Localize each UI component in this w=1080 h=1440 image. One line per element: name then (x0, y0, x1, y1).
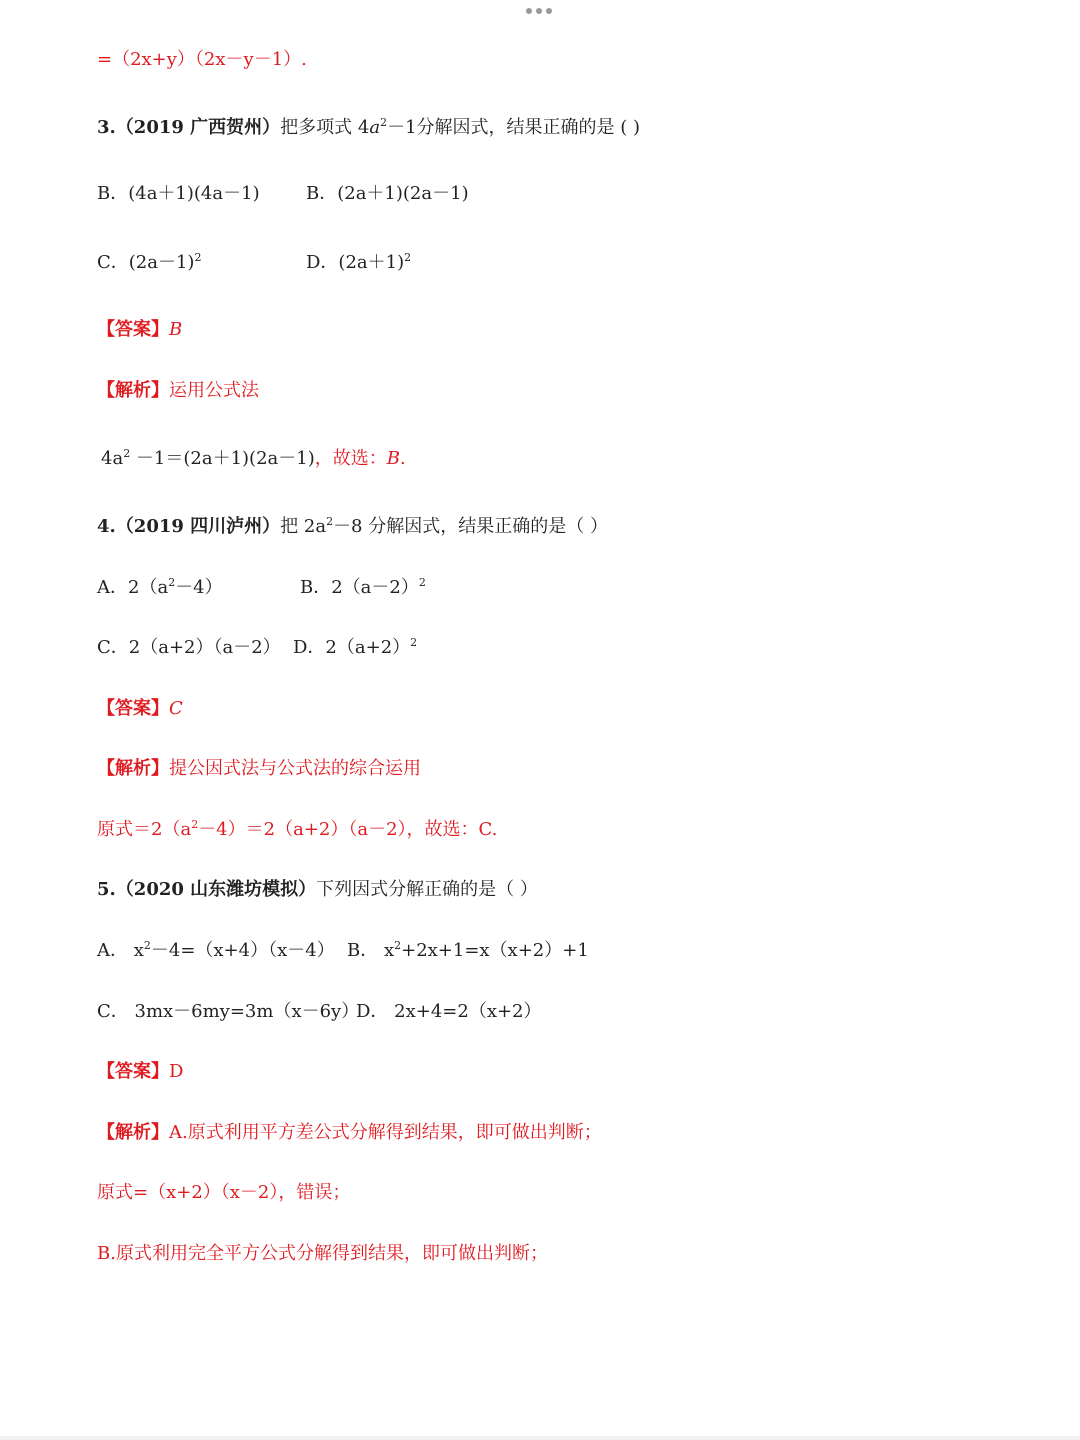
answer-label: 【答案】 (97, 698, 169, 719)
work-post: －1＝(2a＋1)(2a－1) (130, 448, 315, 469)
question-5-work: 原式=（x+2）（x－2），错误； (97, 1182, 351, 1203)
question-4-analysis (97, 757, 421, 781)
question-5-option-c: C． 3mx－6my=3m（x－6y） (97, 1001, 360, 1022)
option-b-exp: 2 (394, 939, 402, 952)
analysis-label: 【解析】 (97, 1122, 169, 1143)
analysis-text: A.原式利用平方差公式分解得到结果，即可做出判断； (169, 1122, 602, 1143)
question-3-text-pre: 把多项式 4 (280, 117, 370, 138)
question-4-work (97, 818, 497, 842)
page-bottom-edge (0, 1436, 1080, 1440)
question-3-option-d-exp: 2 (404, 251, 412, 264)
more-options-icon[interactable] (526, 8, 552, 14)
answer-label: 【答案】 (97, 319, 169, 340)
option-a-post: －4=（x+4）（x－4） (150, 940, 335, 961)
analysis-text: 提公因式法与公式法的综合运用 (169, 758, 421, 779)
question-3-stem (97, 116, 640, 140)
question-5-text: 下列因式分解正确的是（ ） (316, 879, 538, 900)
dot (526, 8, 532, 14)
question-3-text-post: －1分解因式，结果正确的是 ( ) (387, 117, 641, 138)
answer-value: C (169, 698, 183, 719)
question-3-var: a (369, 117, 381, 138)
work-answer: B. (386, 448, 406, 469)
question-3-option-d (306, 251, 411, 275)
option-b-exp: 2 (418, 576, 426, 589)
previous-solution-line: =（2x+y）（2x－y－1）. (97, 49, 307, 70)
question-5-option-b (347, 939, 589, 963)
work-exp: 2 (123, 447, 131, 460)
question-4-option-b (300, 576, 426, 600)
question-3-exp: 2 (380, 116, 388, 129)
analysis-label: 【解析】 (97, 758, 169, 779)
question-4-option-d (293, 636, 417, 660)
work-post: －4）＝2（a+2）（a－2），故选：C. (198, 819, 498, 840)
question-5-next-step: B.原式利用完全平方公式分解得到结果，即可做出判断； (97, 1243, 548, 1264)
work-pre: 原式＝2（a (97, 819, 192, 840)
option-a-text: A． x (97, 940, 144, 961)
dot (546, 8, 552, 14)
option-a-text: A．2（a (97, 577, 169, 598)
question-5-option-a (97, 939, 335, 963)
option-d-exp: 2 (410, 636, 418, 649)
question-3-option-b2: B．(2a＋1)(2a－1) (306, 183, 469, 204)
question-4-text-post: －8 分解因式，结果正确的是（ ） (333, 516, 608, 537)
question-3-option-d-text: D．(2a＋1) (306, 252, 405, 273)
option-d-text: D．2（a+2） (293, 637, 411, 658)
question-4-stem (97, 515, 608, 539)
question-4-option-c: C．2（a+2）（a－2） (97, 637, 281, 658)
question-3-answer (97, 318, 182, 342)
option-b-text: B．2（a－2） (300, 577, 419, 598)
question-4-option-a (97, 576, 223, 600)
question-5-source: 5.（2020 山东潍坊模拟） (97, 879, 317, 900)
question-3-source: 3.（2019 广西贺州） (97, 117, 281, 138)
question-5-option-d: D． 2x+4=2（x+2） (356, 1001, 542, 1022)
question-3-option-b1: B．(4a＋1)(4a－1) (97, 183, 260, 204)
question-3-analysis (97, 379, 259, 403)
option-a-post: －4） (175, 577, 223, 598)
work-exp: 2 (191, 818, 199, 831)
question-3-option-c (97, 251, 201, 275)
option-a-exp: 2 (143, 939, 151, 952)
analysis-text: 运用公式法 (169, 380, 259, 401)
question-4-source: 4.（2019 四川泸州） (97, 516, 281, 537)
option-b-text: B． x (347, 940, 395, 961)
dot (536, 8, 542, 14)
answer-label: 【答案】 (97, 1061, 169, 1082)
question-3-work (101, 447, 406, 471)
question-3-option-c-exp: 2 (194, 251, 202, 264)
question-4-answer (97, 697, 183, 721)
question-4-text-pre: 把 2a (280, 516, 327, 537)
option-b-post: +2x+1=x（x+2）+1 (401, 940, 589, 961)
analysis-label: 【解析】 (97, 380, 169, 401)
work-red: ，故选： (314, 448, 387, 469)
option-a-exp: 2 (168, 576, 176, 589)
question-5-answer (97, 1060, 183, 1084)
answer-value: B (169, 319, 183, 340)
work-pre: 4a (101, 448, 124, 469)
question-4-exp: 2 (326, 515, 334, 528)
answer-value: D (169, 1061, 184, 1082)
question-3-option-c-text: C．(2a－1) (97, 252, 195, 273)
question-5-stem (97, 878, 538, 902)
question-5-analysis (97, 1121, 602, 1145)
